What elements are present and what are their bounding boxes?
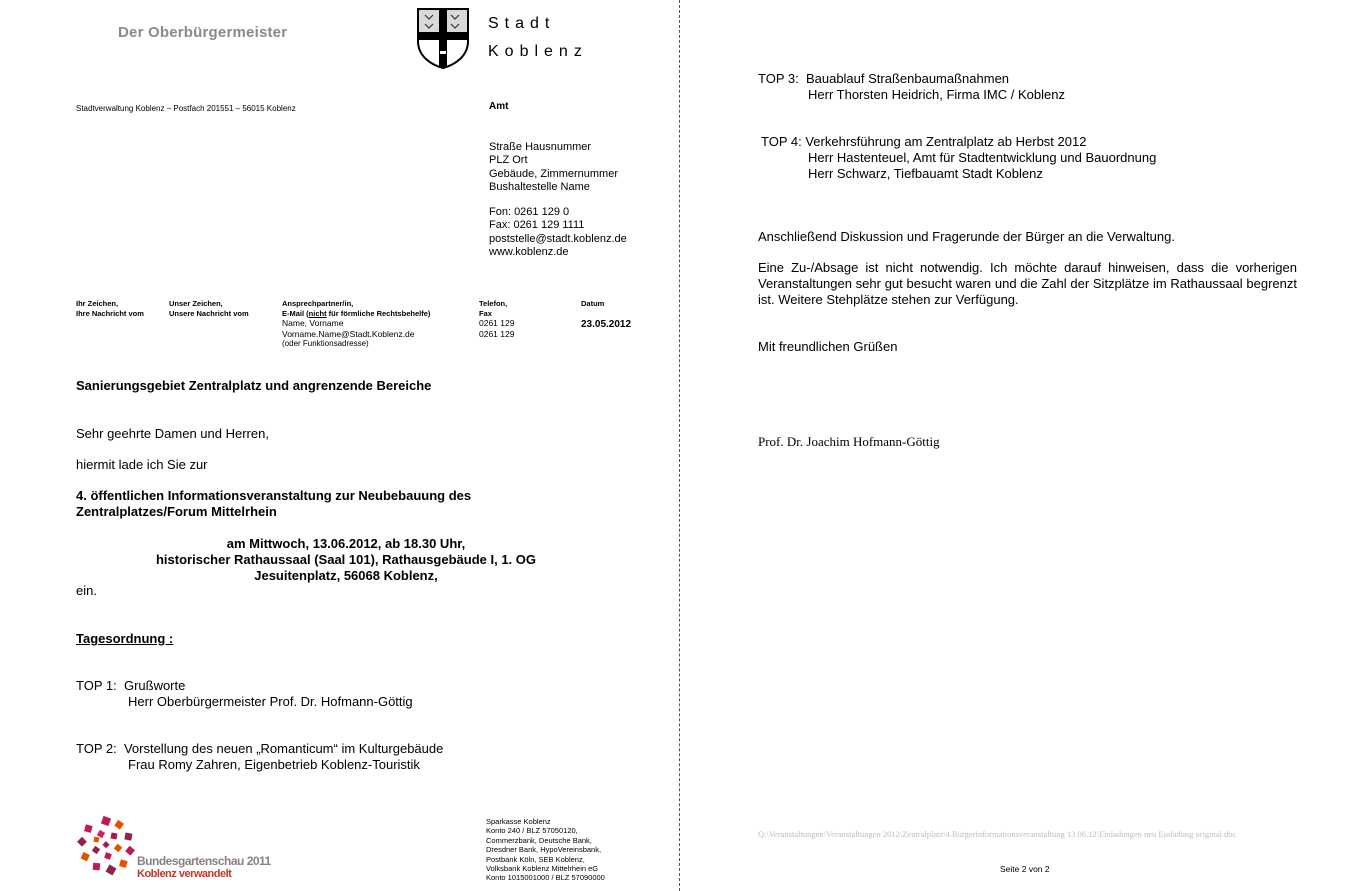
agenda-item-3 (758, 71, 1065, 103)
agenda-title: Bauablauf Straßenbaumaßnahmen (805, 71, 1010, 86)
phone-value: 0261 129 (479, 318, 515, 328)
city-line-stadt: Stadt (488, 15, 556, 32)
page-divider (679, 0, 680, 891)
contact-note: (oder Funktionsadresse) (282, 339, 369, 348)
agenda-heading: Tagesordnung : (76, 631, 174, 646)
phone-line: Fon: 0261 129 0 (489, 206, 570, 218)
letter-date: 23.05.2012 (581, 319, 632, 330)
ref-label: Telefon, (479, 299, 508, 308)
website-link[interactable]: www.koblenz.de (489, 246, 569, 259)
event-title-line: Zentralplatzes/Forum Mittelrhein (76, 504, 277, 519)
event-title (76, 488, 471, 520)
ref-phone (479, 299, 514, 339)
ref-email-label (282, 309, 430, 319)
agenda-label: TOP 1: (76, 678, 117, 693)
agenda-speaker: Herr Thorsten Heidrich, Firma IMC / Koblenz (808, 87, 1065, 102)
ref-label: für förmliche Rechtsbehelfe) (326, 308, 431, 318)
event-details (76, 536, 616, 584)
agenda-speaker: Herr Hastenteuel, Amt für Stadtentwicklung und Bauordnung (808, 150, 1157, 165)
bga-title: Bundesgartenschau 2011 (137, 854, 271, 868)
ref-label: Ihre Nachricht vom (76, 308, 144, 318)
agenda-speaker: Herr Schwarz, Tiefbauamt Stadt Koblenz (808, 166, 1043, 181)
ref-label: Ansprechpartner/in, (282, 299, 354, 308)
bga-subtitle: Koblenz verwandelt (137, 868, 232, 880)
ref-your-sign (76, 299, 144, 318)
agenda-item-4 (761, 134, 1156, 182)
signer-name: Prof. Dr. Joachim Hofmann-Göttig (758, 434, 940, 449)
bank-line: Konto 240 / BLZ 57050120, (486, 826, 578, 836)
sender-contact (489, 206, 627, 260)
bank-line: Commerzbank, Deutsche Bank, (486, 835, 592, 845)
salutation: Sehr geehrte Damen und Herren, (76, 426, 269, 441)
agenda-title: Vorstellung des neuen „Romanticum“ im Kulturgebäude (123, 741, 444, 756)
ref-our-sign (169, 299, 249, 318)
agenda-item-1 (76, 678, 413, 710)
city-name (488, 10, 588, 66)
intro-text: hiermit lade ich Sie zur (76, 457, 208, 472)
contact-email[interactable]: Vorname.Name@Stadt.Koblenz.de (282, 328, 415, 339)
bga-logo-icon (76, 815, 138, 877)
event-location: historischer Rathaussaal (Saal 101), Rathausgebäude I, 1. OG (155, 552, 537, 567)
ref-date-label: Datum (581, 299, 605, 308)
bank-line: Konto 1015001000 / BLZ 57090000 (486, 873, 605, 883)
contact-name: Name, Vorname (282, 318, 344, 328)
bank-details (486, 817, 605, 883)
bank-line: Dresdner Bank, HypoVereinsbank, (486, 845, 602, 855)
agenda-speaker: Frau Romy Zahren, Eigenbetrieb Koblenz-Touristik (128, 757, 420, 772)
event-address: Jesuitenplatz, 56068 Koblenz, (254, 568, 438, 583)
agenda-item-2 (76, 741, 443, 773)
address-line: Gebäude, Zimmernummer (489, 167, 618, 180)
address-line: Straße Hausnummer (489, 141, 592, 153)
department-label: Amt (489, 101, 509, 112)
address-line: Bushaltestelle Name (489, 181, 590, 194)
file-path: Q:\Veranstaltungen\Veranstaltungen 2012\Zentralplatz\4.Bürgerinformationsveranstaltung 13.06.12\Einladungen neu Einladung original.doc (758, 829, 1237, 839)
event-title-line: 4. öffentlichen Informationsveranstaltung zur Neubebauung des (76, 488, 472, 503)
coat-of-arms-icon (416, 7, 470, 69)
bank-line: Postbank Köln, SEB Koblenz, (486, 854, 585, 864)
agenda-speaker: Herr Oberbürgermeister Prof. Dr. Hofmann-Göttig (128, 694, 413, 709)
agenda-label: TOP 2: (76, 741, 117, 756)
ref-contact (282, 299, 430, 349)
bank-line: Sparkasse Koblenz (486, 817, 551, 826)
fax-value: 0261 129 (479, 328, 515, 339)
page-number: Seite 2 von 2 (1000, 864, 1050, 874)
mayor-title: Der Oberbürgermeister (118, 24, 288, 41)
ref-label: E-Mail ( (282, 308, 309, 318)
agenda-title: Grußworte (123, 678, 186, 693)
agenda-title: Verkehrsführung am Zentralplatz ab Herbst 2012 (805, 134, 1087, 149)
closing-ein: ein. (76, 583, 97, 598)
agenda-label: TOP 4: (761, 134, 802, 149)
closing-greeting: Mit freundlichen Grüßen (758, 339, 898, 354)
discussion-text: Anschließend Diskussion und Fragerunde der Bürger an die Verwaltung. (758, 229, 1175, 244)
notice-paragraph: Eine Zu-/Absage ist nicht notwendig. Ich möchte darauf hinweisen, dass die vorherigen Veranstaltungen sehr gut besucht waren und die Zahl der Sitzplätze im Rathaussaal begrenzt ist. Weitere Stehplätze stehen zur Verfügung. (758, 260, 1297, 307)
ref-label: Fax (479, 308, 492, 318)
email-link[interactable]: poststelle@stadt.koblenz.de (489, 232, 627, 245)
fax-line: Fax: 0261 129 1111 (489, 219, 585, 232)
bank-line: Volksbank Koblenz Mittelrhein eG (486, 864, 599, 874)
city-line-koblenz: Koblenz (488, 43, 588, 60)
ref-label: Unsere Nachricht vom (169, 308, 249, 318)
ref-label: Ihr Zeichen, (76, 299, 119, 308)
ref-label: Unser Zeichen, (169, 299, 223, 308)
address-line: PLZ Ort (489, 154, 528, 167)
sender-address (489, 141, 618, 195)
return-address: Stadtverwaltung Koblenz – Postfach 201551 – 56015 Koblenz (76, 104, 296, 113)
ref-label: nicht (308, 308, 327, 318)
event-date: am Mittwoch, 13.06.2012, ab 18.30 Uhr, (226, 536, 466, 551)
agenda-label: TOP 3: (758, 71, 799, 86)
subject-line: Sanierungsgebiet Zentralplatz und angrenzende Bereiche (76, 378, 432, 393)
